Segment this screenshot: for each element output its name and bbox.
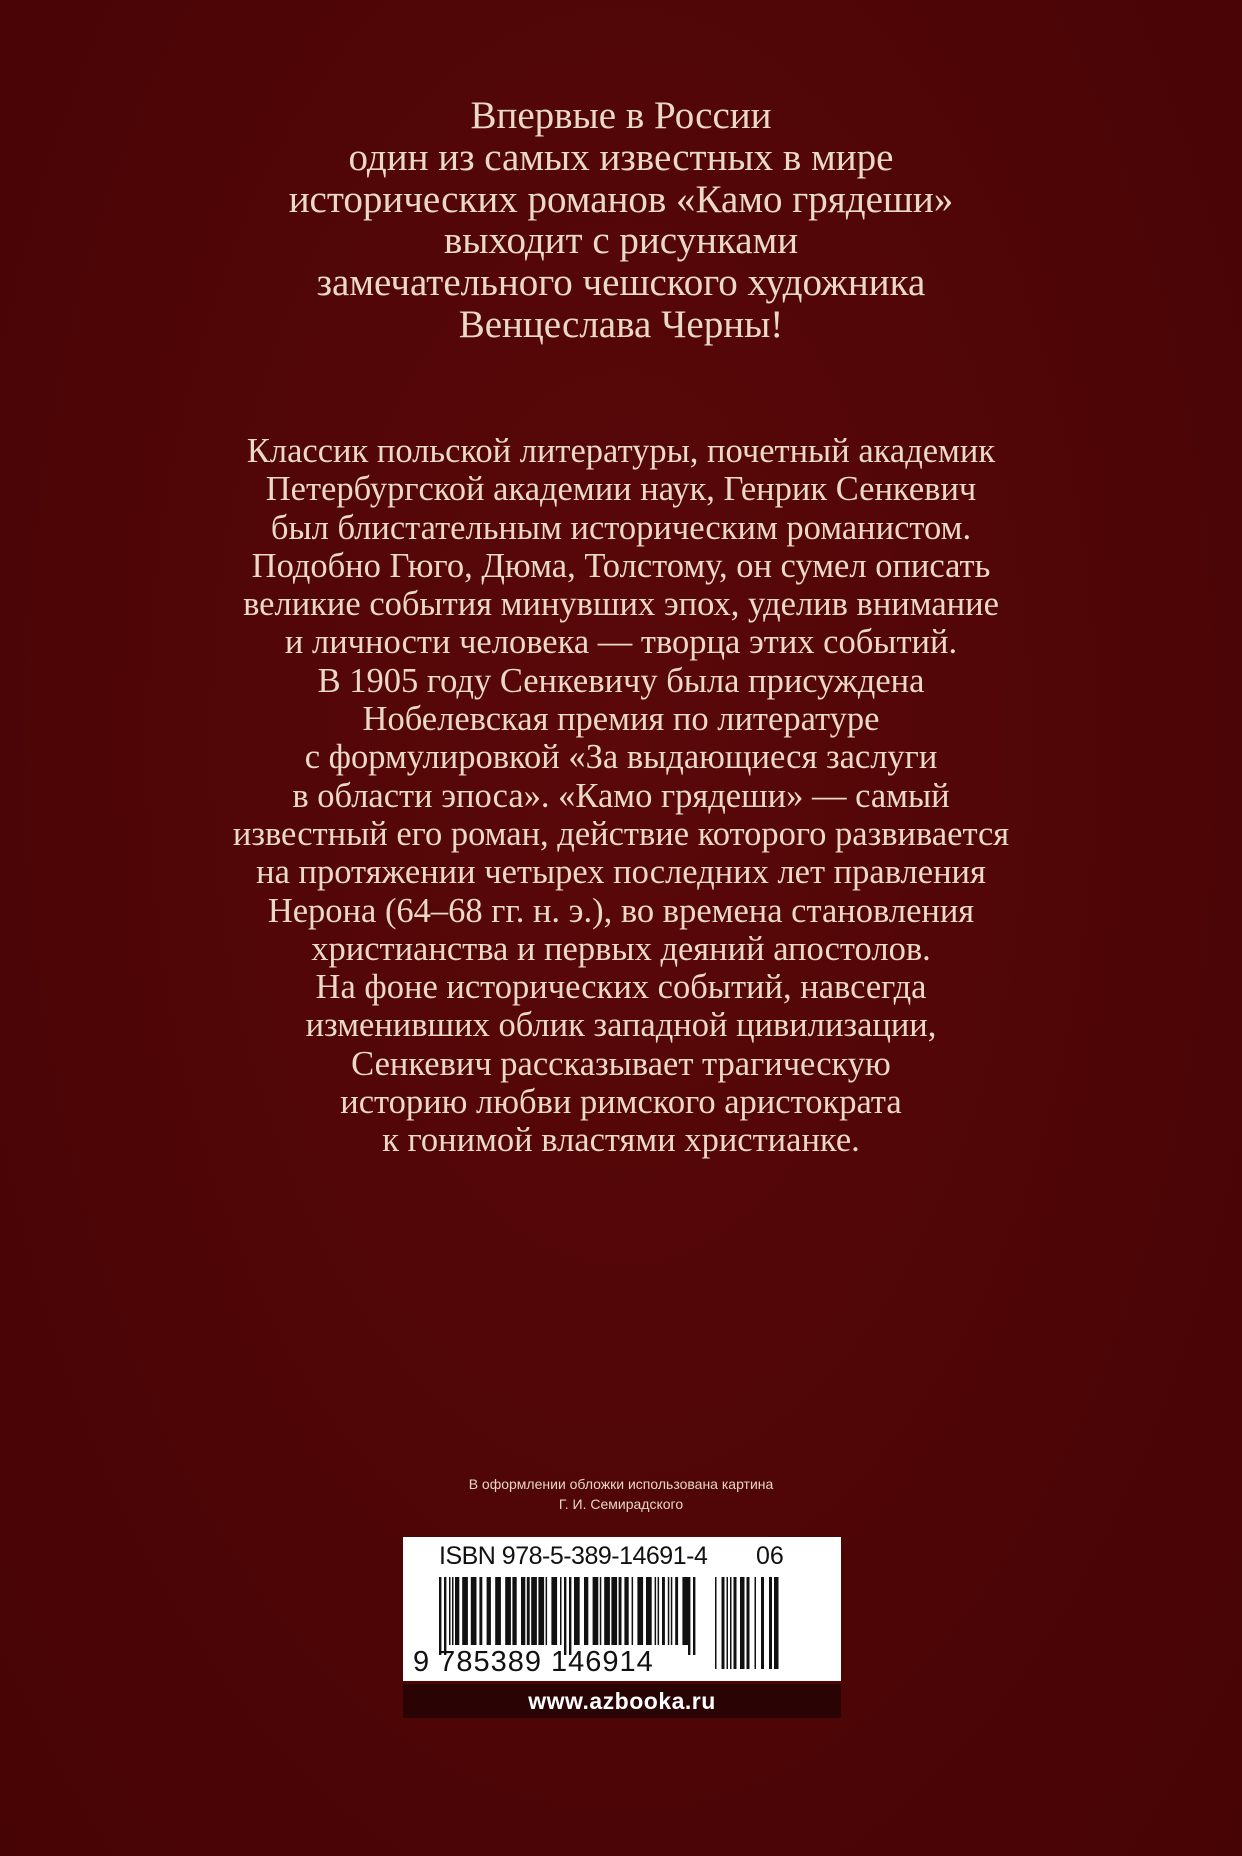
headline-block [0, 95, 1242, 346]
headline-line: Венцеслава Черны! [458, 302, 784, 346]
headline-line: Впервые в России [470, 94, 772, 137]
credit-line-1: В оформлении обложки использована картина [468, 1476, 774, 1492]
publisher-website[interactable]: www.azbooka.ru [403, 1684, 841, 1718]
isbn-addon-code: 06 [756, 1542, 784, 1570]
blurb-line: В 1905 году Сенкевичу была присуждена [317, 661, 925, 700]
headline-line: замечательного чешского художника [316, 261, 926, 305]
blurb-line: На фоне исторических событий, навсегда [315, 968, 927, 1007]
blurb-line: христианства и первых деяний апостолов. [311, 929, 931, 968]
cover-art-credit [0, 1474, 1242, 1514]
blurb-line: к гонимой властями христианке. [382, 1121, 860, 1160]
blurb-line: и личности человека — творца этих событий. [284, 623, 958, 662]
blurb-line: великие события минувших эпох, уделив внимание [243, 585, 999, 624]
blurb-block [0, 432, 1242, 1160]
headline-line: выходит с рисунками [443, 219, 799, 263]
blurb-line: в области эпоса». «Камо грядеши» — самый [292, 776, 950, 815]
isbn-barcode [403, 1537, 841, 1681]
isbn-number: ISBN 978-5-389-14691-4 [439, 1542, 708, 1570]
headline-line: один из самых известных в мире [348, 135, 894, 179]
blurb-line: на протяжении четырех последних лет правления [256, 853, 986, 892]
blurb-line: известный его роман, действие которого развивается [232, 814, 1010, 853]
blurb-line: Подобно Гюго, Дюма, Толстому, он сумел описать [251, 546, 991, 585]
blurb-line: Сенкевич рассказывает трагическую [351, 1044, 891, 1083]
blurb-line: Классик польской литературы, почетный академик [246, 432, 996, 470]
ean-digits: 9 785389 146914 [413, 1646, 654, 1678]
blurb-line: историю любви римского аристократа [340, 1083, 902, 1122]
blurb-line: Нерона (64–68 гг. н. э.), во времена становления [267, 891, 975, 930]
credit-line-2: Г. И. Семирадского [558, 1496, 684, 1512]
headline-line: исторических романов «Камо грядеши» [288, 177, 954, 221]
blurb-line: Нобелевская премия по литературе [362, 700, 880, 739]
blurb-line: изменивших облик западной цивилизации, [305, 1006, 937, 1045]
blurb-line: Петербургской академии наук, Генрик Сенкевич [265, 470, 977, 509]
blurb-line: с формулировкой «За выдающиеся заслуги [304, 738, 938, 777]
blurb-line: был блистательным историческим романистом. [270, 508, 972, 547]
